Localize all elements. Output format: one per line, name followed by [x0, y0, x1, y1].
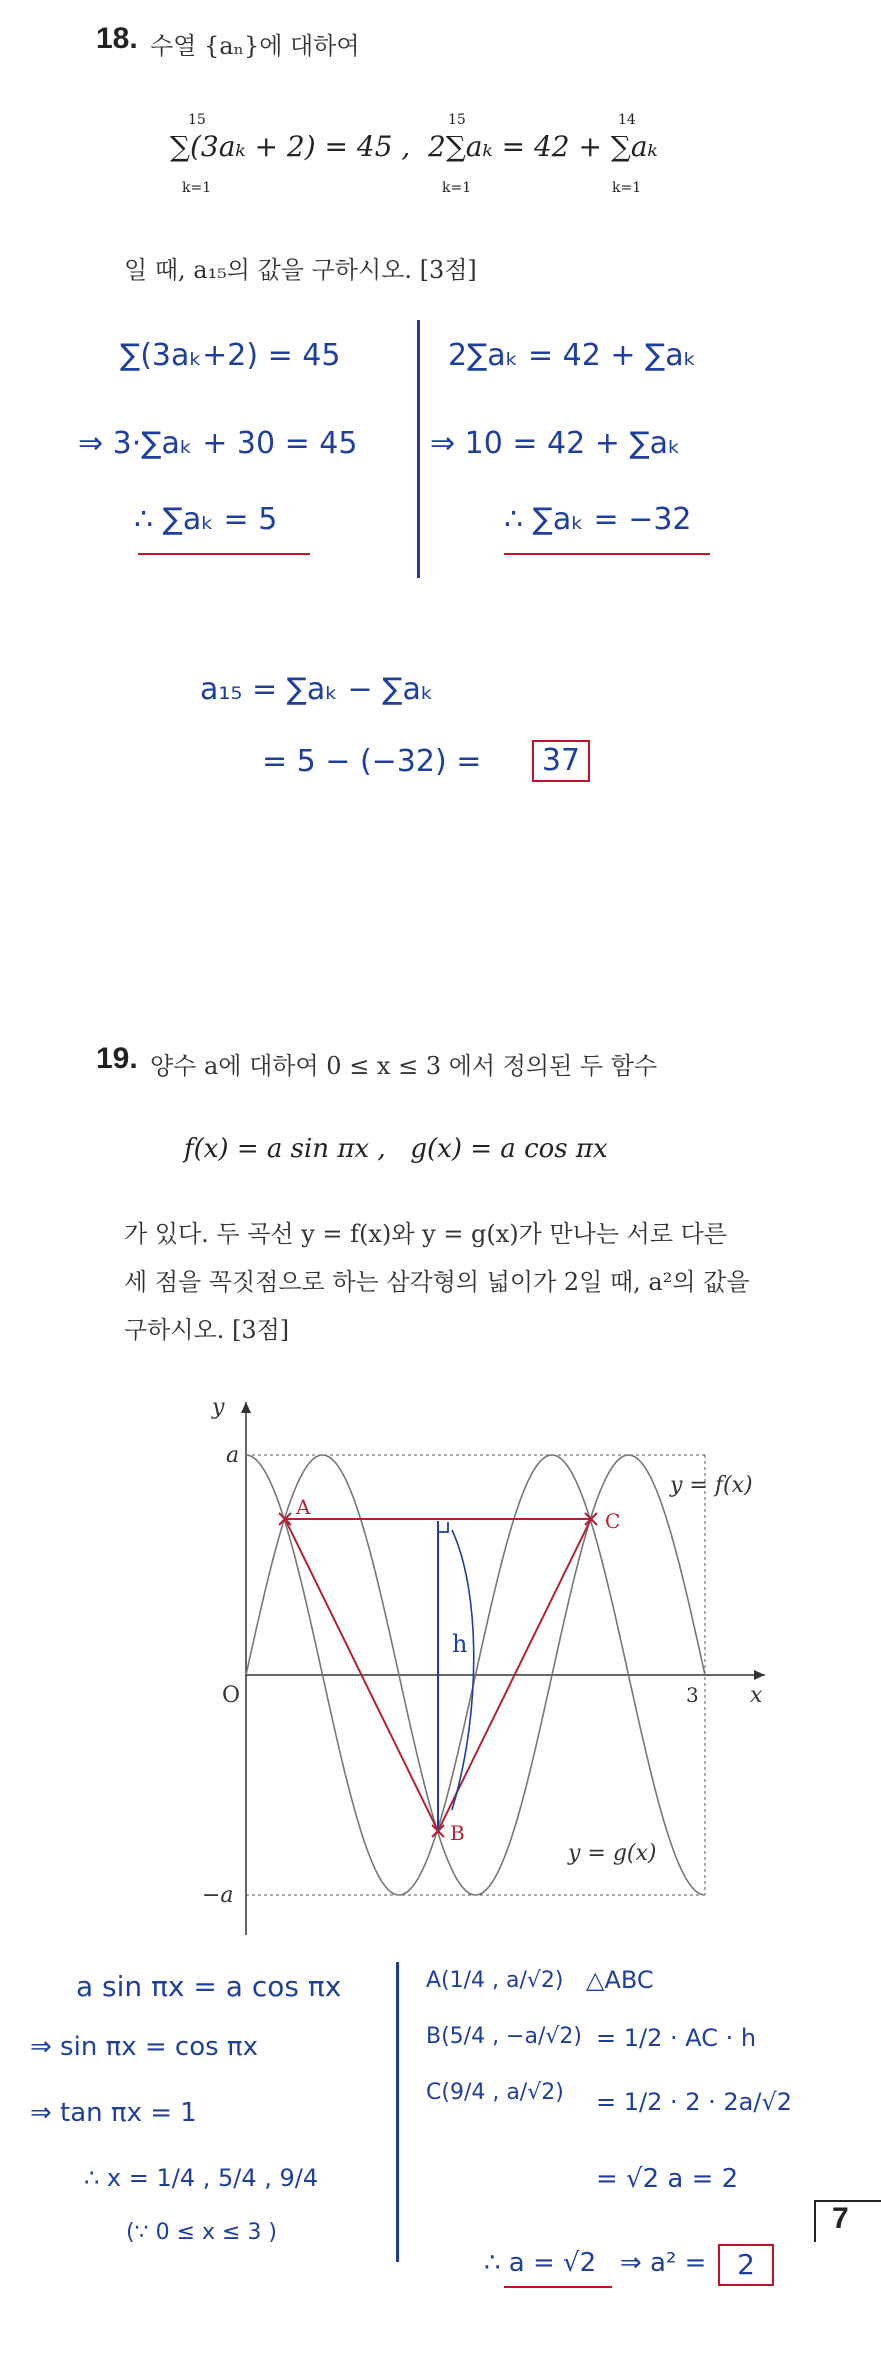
underline — [504, 553, 710, 555]
q18-answer-box: 37 — [532, 740, 590, 782]
origin-label: O — [222, 1683, 241, 1708]
q18-eq-left: ∑(3aₖ + 2) = 45 , — [170, 130, 411, 163]
q18-eq-right: 2∑aₖ = 42 + ∑aₖ — [428, 130, 658, 163]
q19-graph — [190, 1380, 780, 1950]
q18-intro: 수열 {aₙ}에 대하여 — [150, 32, 360, 60]
q19-sol-3: ⇒ tan πx = 1 — [30, 2098, 197, 2128]
area-step-1: = 1/2 · AC · h — [596, 2024, 757, 2052]
q18-sol-right-1: 2∑aₖ = 42 + ∑aₖ — [448, 338, 697, 373]
point-a-coords: A(1/4 , a/√2) — [426, 1968, 564, 1993]
sum-upper-limit-3: 14 — [618, 112, 636, 128]
q18-number: 18. — [96, 22, 138, 55]
triangle-label: △ABC — [586, 1966, 654, 1994]
q19-line-2: 세 점을 꼭짓점으로 하는 삼각형의 넓이가 2일 때, a²의 값을 — [124, 1268, 750, 1296]
neg-a-label: −a — [202, 1883, 234, 1908]
g-label: y = g(x) — [568, 1841, 657, 1866]
q18-sol-left-2: ⇒ 3·∑aₖ + 30 = 45 — [78, 426, 358, 461]
q18-sol-bottom-2: = 5 − (−32) = — [262, 744, 482, 779]
q18-sol-right-3: ∴ ∑aₖ = −32 — [504, 502, 692, 537]
x-tick-3: 3 — [686, 1683, 699, 1707]
right-angle-mark — [438, 1522, 448, 1532]
x-axis-label: x — [750, 1683, 763, 1708]
q19-intro: 양수 a에 대하여 0 ≤ x ≤ 3 에서 정의된 두 함수 — [150, 1052, 658, 1080]
area-step-3: = √2 a = 2 — [596, 2164, 739, 2194]
q19-sol-1: a sin πx = a cos πx — [76, 1970, 342, 2003]
q19-sol-4: ∴ x = 1/4 , 5/4 , 9/4 — [84, 2164, 319, 2192]
q18-sol-left-3: ∴ ∑aₖ = 5 — [134, 502, 278, 537]
solution-divider — [417, 320, 420, 578]
sum-upper-limit: 15 — [188, 112, 206, 128]
page-number: 7 — [832, 2202, 849, 2235]
f-label: y = f(x) — [670, 1473, 753, 1498]
underline — [504, 2286, 612, 2288]
solution-divider — [396, 1962, 399, 2262]
x-axis-arrow — [754, 1670, 765, 1680]
point-a-label: A — [296, 1495, 311, 1519]
q19-line-3: 구하시오. [3점] — [124, 1316, 290, 1344]
height-brace — [452, 1530, 474, 1810]
q18-sol-left-1: ∑(3aₖ+2) = 45 — [120, 338, 341, 373]
q19-answer-box: 2 — [718, 2244, 774, 2286]
q18-sol-bottom-1: a₁₅ = ∑aₖ − ∑aₖ — [200, 672, 434, 707]
sum-lower-limit: k=1 — [182, 180, 212, 196]
a-squared-label: ⇒ a² = — [620, 2248, 707, 2278]
h-label: h — [452, 1630, 468, 1658]
point-b-label: B — [450, 1821, 465, 1845]
underline — [138, 553, 310, 555]
q19-sol-5: (∵ 0 ≤ x ≤ 3 ) — [126, 2220, 278, 2245]
sum-upper-limit-2: 15 — [448, 112, 466, 128]
q18-ask: 일 때, a₁₅의 값을 구하시오. [3점] — [124, 256, 477, 284]
q19-number: 19. — [96, 1042, 138, 1075]
y-axis-arrow — [241, 1402, 251, 1413]
q19-functions: f(x) = a sin πx , g(x) = a cos πx — [184, 1134, 608, 1164]
area-step-2: = 1/2 · 2 · 2a/√2 — [596, 2088, 793, 2116]
point-c-coords: C(9/4 , a/√2) — [426, 2080, 564, 2105]
y-axis-label: y — [212, 1395, 225, 1420]
q19-sol-2: ⇒ sin πx = cos πx — [30, 2032, 258, 2062]
sum-lower-limit-3: k=1 — [612, 180, 642, 196]
point-c-label: C — [605, 1509, 621, 1533]
sum-lower-limit-2: k=1 — [442, 180, 472, 196]
a-label: a — [226, 1443, 240, 1468]
a-result: ∴ a = √2 — [484, 2248, 597, 2278]
q19-line-1: 가 있다. 두 곡선 y = f(x)와 y = g(x)가 만나는 서로 다른 — [124, 1220, 728, 1248]
q18-sol-right-2: ⇒ 10 = 42 + ∑aₖ — [430, 426, 681, 461]
q18-equation — [170, 112, 710, 202]
point-b-coords: B(5/4 , −a/√2) — [426, 2024, 582, 2049]
